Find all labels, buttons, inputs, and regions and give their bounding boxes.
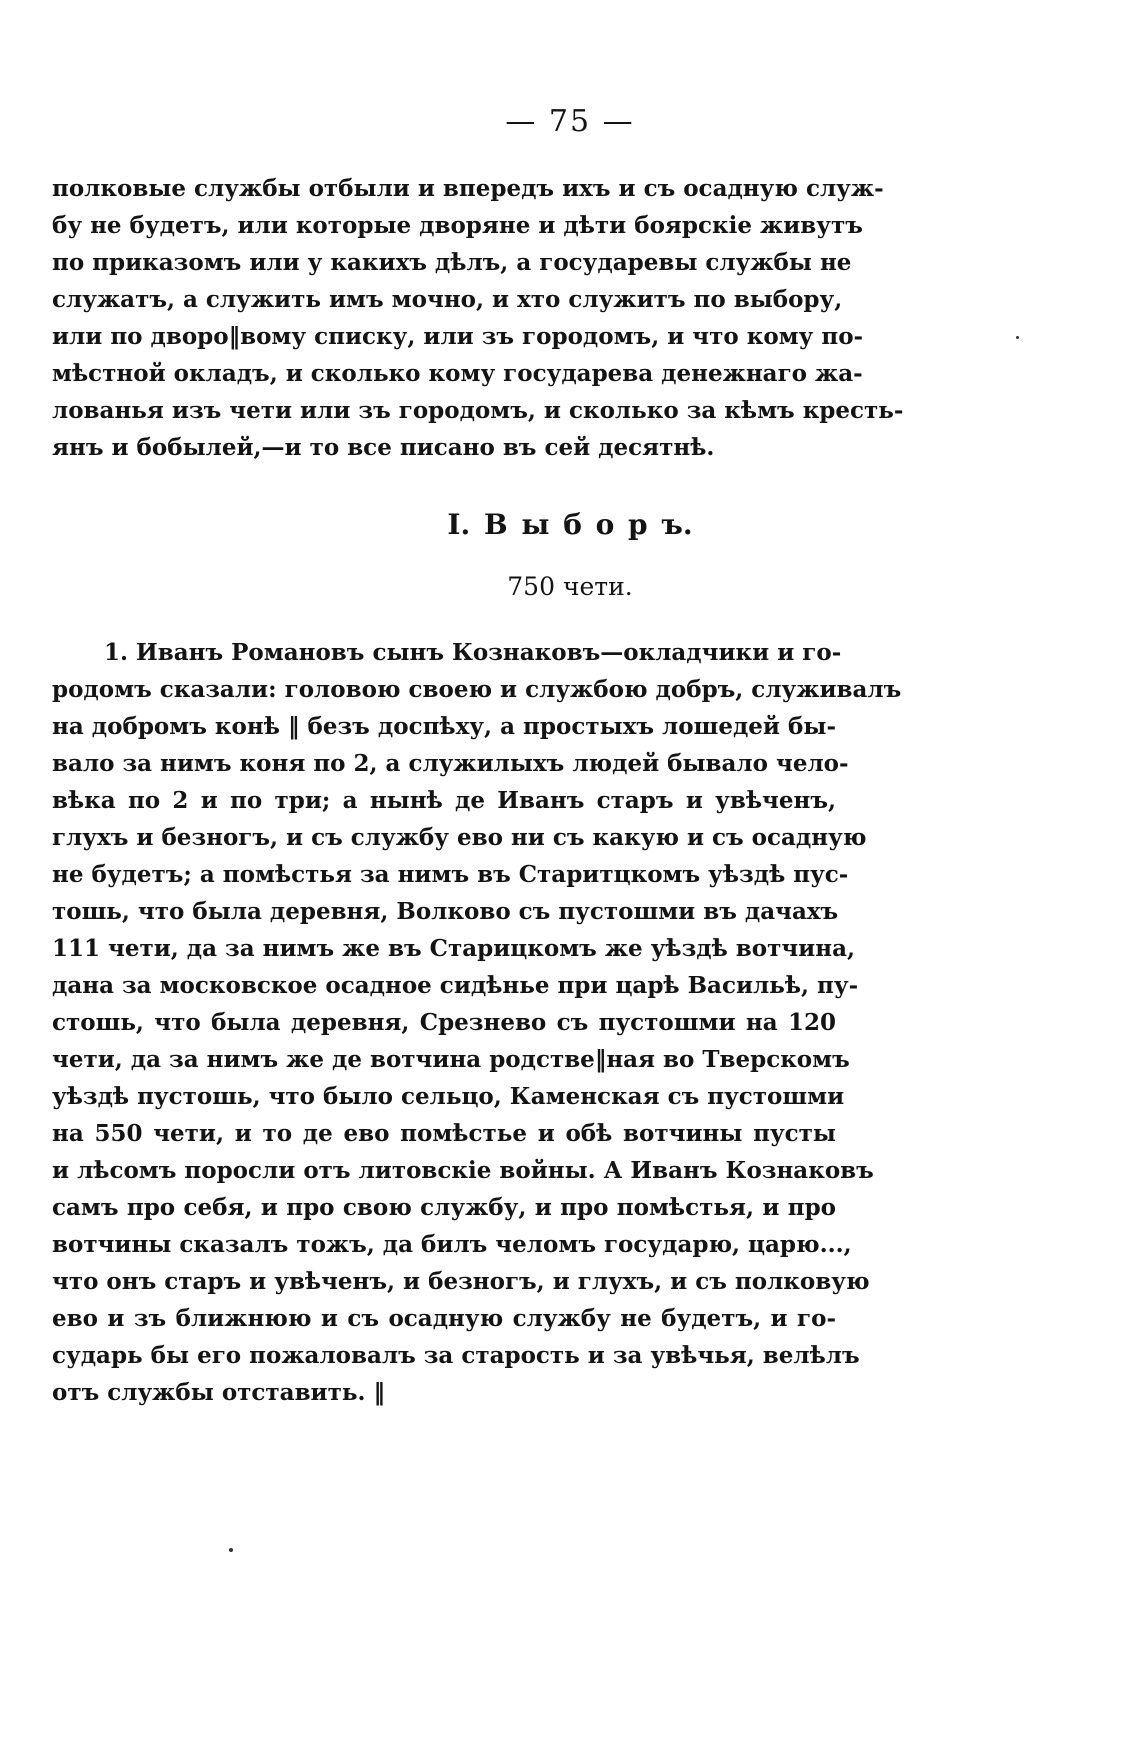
text-line: янъ и бобылей,—и то все писано въ сей десятнѣ. <box>52 434 715 461</box>
entry-paragraph <box>52 634 902 1411</box>
text-line: ево и зъ ближнюю и съ осадную службу не будетъ, и го- <box>52 1305 836 1332</box>
text-line: служатъ, а служить имъ мочно, и хто служитъ по выбору, <box>52 286 843 313</box>
text-line: дана за московское осадное сидѣнье при царѣ Васильѣ, пу- <box>52 972 859 999</box>
scan-speck <box>1016 336 1019 339</box>
text-line: стошь, что была деревня, Срезнево съ пустошми на 120 <box>52 1009 836 1036</box>
text-line: вотчины сказалъ тожъ, да билъ челомъ государю, царю..., <box>52 1231 852 1258</box>
text-line: лованья изъ чети или зъ городомъ, и сколько за кѣмъ кресть- <box>52 397 904 424</box>
page-number: — 75 — <box>505 104 635 139</box>
section-subtitle: 750 чети. <box>507 572 633 601</box>
text-line: на добромъ конѣ ‖ безъ доспѣху, а простыхъ лошедей бы- <box>52 713 836 740</box>
text-line: бу не будетъ, или которые дворяне и дѣти боярскіе живутъ <box>52 212 863 239</box>
text-line: чети, да за нимъ же де вотчина родстве‖ная во Тверскомъ <box>52 1046 850 1073</box>
section-title: I. В ы б о р ъ. <box>447 508 693 541</box>
text-line: и лѣсомъ поросли отъ литовскіе войны. А Иванъ Кознаковъ <box>52 1157 874 1184</box>
text-line: уѣздѣ пустошь, что было сельцо, Каменская съ пустошми <box>52 1083 845 1110</box>
text-line: 111 чети, да за нимъ же въ Старицкомъ же уѣздѣ вотчина, <box>52 935 855 962</box>
text-line: по приказомъ или у какихъ дѣлъ, а государевы службы не <box>52 249 852 276</box>
text-line: глухъ и безногъ, и съ службу ево ни съ какую и съ осадную <box>52 824 867 851</box>
scan-speck <box>229 1548 233 1552</box>
text-line: что онъ старъ и увѣченъ, и безногъ, и глухъ, и съ полковую <box>52 1268 870 1295</box>
text-line: сударь бы его пожаловалъ за старость и за увѣчья, велѣлъ <box>52 1342 860 1369</box>
text-line: родомъ сказали: головою своею и службою добръ, служивалъ <box>52 676 902 703</box>
text-line: на 550 чети, и то де ево помѣстье и обѣ вотчины пусты <box>52 1120 836 1147</box>
text-line: 1. Иванъ Романовъ сынъ Кознаковъ—окладчики и го- <box>104 639 842 666</box>
text-line: тошь, что была деревня, Волково съ пустошми въ дачахъ <box>52 898 839 925</box>
text-line: вѣка по 2 и по три; а нынѣ де Иванъ старъ и увѣченъ, <box>52 787 836 814</box>
intro-paragraph <box>52 170 904 466</box>
text-line: самъ про себя, и про свою службу, и про помѣстья, и про <box>52 1194 836 1221</box>
text-line: не будетъ; а помѣстья за нимъ въ Старитцкомъ уѣздѣ пус- <box>52 861 849 888</box>
text-line: вало за нимъ коня по 2, а служилыхъ людей бывало чело- <box>52 750 849 777</box>
text-line: полковые службы отбыли и впередъ ихъ и съ осадную служ- <box>52 175 884 202</box>
text-line: или по дворо‖вому списку, или зъ городомъ, и что кому по- <box>52 323 864 350</box>
text-line: отъ службы отставить. ‖ <box>52 1379 385 1406</box>
text-line: мѣстной окладъ, и сколько кому государева денежнаго жа- <box>52 360 863 387</box>
